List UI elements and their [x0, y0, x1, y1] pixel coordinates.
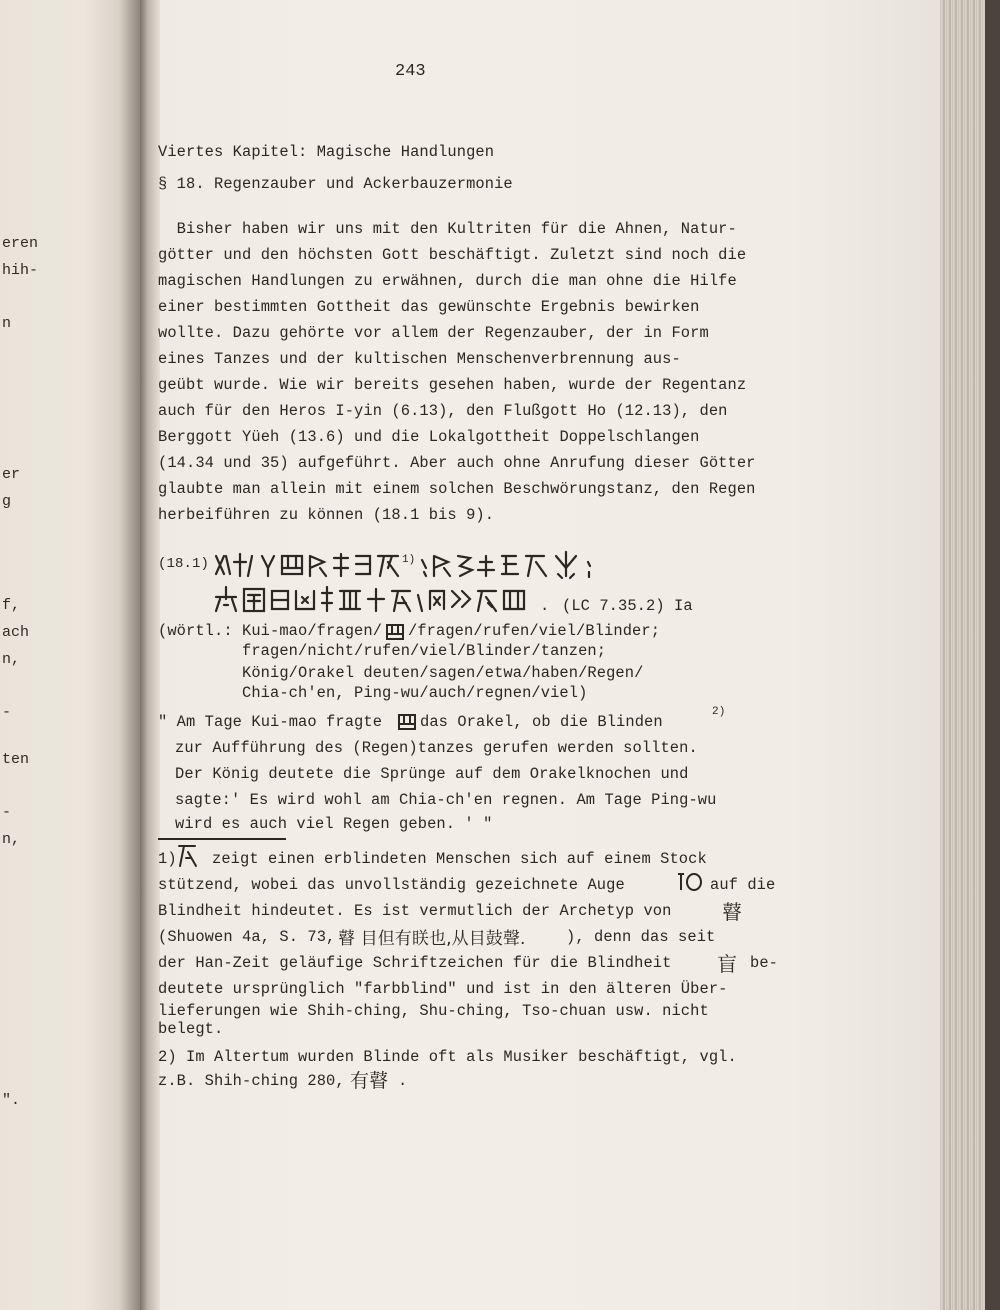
left-fragment: er [2, 466, 21, 483]
oracle-glyphs-icon [212, 548, 612, 582]
footnote-2-cjk: 有瞽 [350, 1070, 389, 1092]
body-line: wollte. Dazu gehörte vor allem der Regenzauber, der in Form [158, 324, 709, 342]
footnote-1-line: be- [750, 954, 779, 972]
wortl-line-1a: Kui-mao/fragen/ [242, 622, 383, 640]
footnote-1-line: stützend, wobei das unvollständig gezeichnete Auge [158, 876, 625, 894]
eye-glyph-icon [674, 870, 704, 899]
left-fragment: ach [2, 624, 30, 641]
footnote-1-line: auf die [710, 876, 776, 894]
example-source: (LC 7.35.2) Ia [562, 597, 693, 615]
translation-line: wird es auch viel Regen geben. ' " [175, 815, 493, 833]
oracle-glyphs-icon [212, 583, 532, 617]
body-line: magischen Handlungen zu erwähnen, durch die man ohne die Hilfe [158, 272, 737, 290]
left-fragment: n, [2, 651, 21, 668]
left-fragment: ten [2, 751, 30, 768]
left-fragment: n [2, 315, 12, 332]
left-fragment: hih- [2, 262, 39, 279]
footnote-1-line: der Han-Zeit geläufige Schriftzeichen für die Blindheit [158, 954, 672, 972]
oracle-char-icon [396, 710, 418, 737]
wortl-line: fragen/nicht/rufen/viel/Blinder/tanzen; [242, 642, 607, 660]
body-line: Berggott Yüeh (13.6) und die Lokalgottheit Doppelschlangen [158, 428, 700, 446]
left-fragment: n, [2, 831, 21, 848]
body-line: auch für den Heros I-yin (6.13), den Flußgott Ho (12.13), den [158, 402, 728, 420]
footnote-2-line: . [398, 1072, 408, 1090]
page-number: 243 [395, 62, 426, 81]
wortl-line-1b: /fragen/rufen/viel/Blinder; [408, 622, 661, 640]
footnote-1-line: ), denn das seit [566, 928, 716, 946]
body-line: eines Tanzes und der kultischen Menschenverbrennung aus- [158, 350, 681, 368]
chapter-title: Viertes Kapitel: Magische Handlungen [158, 143, 495, 161]
body-line: (14.34 und 35) aufgeführt. Aber auch ohne Anrufung dieser Götter [158, 454, 756, 472]
body-line: geübt wurde. Wie wir bereits gesehen haben, wurde der Regentanz [158, 376, 747, 394]
left-fragment: f, [2, 597, 21, 614]
wortl-label: (wörtl.: [158, 622, 233, 640]
footnote-1-line: (Shuowen 4a, S. 73, [158, 928, 336, 946]
wortl-line: König/Orakel deuten/sagen/etwa/haben/Regen/ [242, 664, 644, 682]
book-gutter [140, 0, 160, 1310]
body-line: götter und den höchsten Gott beschäftigt. Zuletzt sind noch die [158, 246, 747, 264]
footnote-2-line: z.B. Shih-ching 280, [158, 1072, 345, 1090]
left-fragment: g [2, 493, 12, 510]
body-line: einer bestimmten Gottheit das gewünschte Ergebnis bewirken [158, 298, 700, 316]
footnote-1-line: deutete ursprünglich "farbblind" und ist in den älteren Über- [158, 980, 728, 998]
book-cover-edge [985, 0, 1000, 1310]
left-fragment: eren [2, 235, 39, 252]
body-line: glaubte man allein mit einem solchen Beschwörungstanz, den Regen [158, 480, 756, 498]
oracle-inscription-line-2 [212, 583, 532, 622]
translation-line: zur Aufführung des (Regen)tanzes gerufen werden sollten. [175, 739, 698, 757]
wortl-line: Chia-ch'en, Ping-wu/auch/regnen/viel) [242, 684, 588, 702]
left-fragment: ". [2, 1092, 21, 1109]
body-line: Bisher haben wir uns mit den Kultriten für die Ahnen, Natur- [158, 220, 737, 238]
footnote-1-line: lieferungen wie Shih-ching, Shu-ching, Tso-chuan usw. nicht [158, 1002, 709, 1020]
translation-line: sagte:' Es wird wohl am Chia-ch'en regnen. Am Tage Ping-wu [175, 791, 717, 809]
footnote-1-char: 盲 [717, 952, 738, 976]
blind-man-glyph-icon [176, 840, 198, 873]
left-fragment: - [2, 704, 12, 721]
glyph-end-mark: . [540, 597, 559, 615]
footnote-1-cjk: 瞽 目但有眹也,从目鼓聲. [338, 929, 526, 949]
translation-line-1a: " Am Tage Kui-mao fragte [158, 713, 383, 731]
section-title: § 18. Regenzauber und Ackerbauzermonie [158, 175, 513, 193]
footnote-1-line: belegt. [158, 1020, 224, 1038]
translation-note-ref: 2) [712, 706, 726, 718]
footnote-1-char: 瞽 [722, 900, 743, 924]
body-line: herbeiführen zu können (18.1 bis 9). [158, 506, 495, 524]
left-fragment: - [2, 804, 12, 821]
footnote-1-number: 1) [158, 850, 177, 868]
left-facing-page [0, 0, 140, 1310]
oracle-inscription-line-1 [212, 548, 612, 587]
translation-line-1b: das Orakel, ob die Blinden [420, 713, 663, 731]
footnote-1-line: Blindheit hindeutet. Es ist vermutlich der Archetyp von [158, 902, 672, 920]
example-label: (18.1) [158, 556, 210, 572]
footnote-2-line: 2) Im Altertum wurden Blinde oft als Musiker beschäftigt, vgl. [158, 1048, 737, 1066]
translation-line: Der König deutete die Sprünge auf dem Orakelknochen und [175, 765, 689, 783]
footnote-1-line: zeigt einen erblindeten Menschen sich auf einem Stock [212, 850, 707, 868]
example-note-ref: 1) [402, 554, 416, 566]
